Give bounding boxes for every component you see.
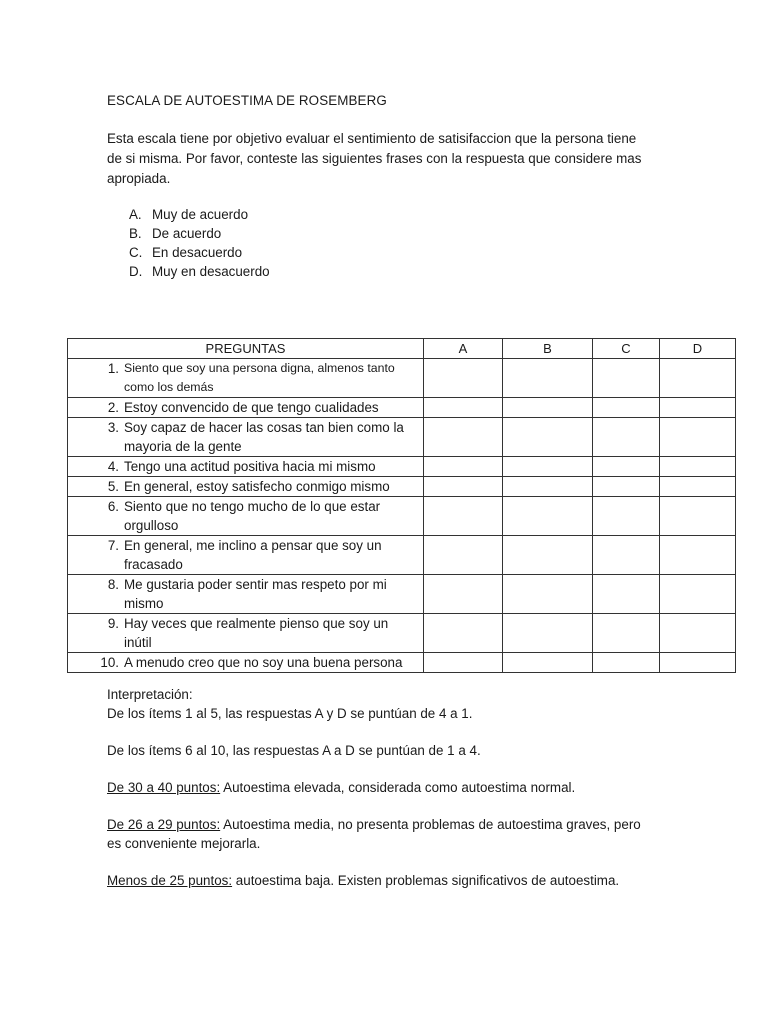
option-c (129, 243, 270, 262)
answer-cell-c[interactable] (593, 536, 660, 575)
table-row (68, 359, 736, 398)
question-number: 4. (107, 459, 119, 474)
range-medium-label: De 26 a 29 puntos: (107, 817, 221, 832)
header-c: C (593, 339, 660, 359)
option-letter: B. (129, 226, 142, 241)
page-title: ESCALA DE AUTOESTIMA DE ROSEMBERG (107, 93, 387, 108)
option-label: De acuerdo (152, 226, 222, 241)
question-text: Estoy convencido de que tengo cualidades (124, 400, 379, 415)
answer-cell-c[interactable] (593, 359, 660, 398)
header-b: B (503, 339, 593, 359)
answer-cell-c[interactable] (593, 575, 660, 614)
question-cell (68, 477, 424, 497)
scoring-rule-2: De los ítems 6 al 10, las respuestas A a D se puntúan de 1 a 4. (107, 743, 481, 758)
answer-cell-a[interactable] (424, 398, 503, 418)
question-text: A menudo creo que no soy una buena persona (124, 655, 403, 670)
answer-cell-c[interactable] (593, 477, 660, 497)
answer-cell-b[interactable] (503, 497, 593, 536)
answer-cell-b[interactable] (503, 536, 593, 575)
question-text: Tengo una actitud positiva hacia mi mismo (124, 459, 376, 474)
table-row (68, 653, 736, 673)
answer-cell-c[interactable] (593, 457, 660, 477)
answer-cell-b[interactable] (503, 457, 593, 477)
answer-cell-c[interactable] (593, 418, 660, 457)
question-cell (68, 359, 424, 398)
answer-cell-d[interactable] (660, 418, 736, 457)
answer-cell-c[interactable] (593, 398, 660, 418)
range-medium-text: Autoestima media, no presenta problemas de autoestima graves, pero (220, 817, 641, 832)
table-row (68, 477, 736, 497)
answer-cell-a[interactable] (424, 457, 503, 477)
answer-cell-d[interactable] (660, 477, 736, 497)
question-text: Siento que soy una persona digna, almenos tanto como los demás (124, 361, 395, 394)
range-high-text: Autoestima elevada, considerada como autoestima normal. (220, 780, 576, 795)
answer-cell-d[interactable] (660, 457, 736, 477)
option-label: En desacuerdo (152, 245, 243, 260)
answer-cell-a[interactable] (424, 614, 503, 653)
answer-cell-a[interactable] (424, 536, 503, 575)
table-header-row (68, 339, 736, 359)
answer-cell-b[interactable] (503, 398, 593, 418)
answer-cell-a[interactable] (424, 653, 503, 673)
intro-line: apropiada. (107, 171, 171, 186)
answer-options-list (129, 205, 270, 281)
answer-cell-d[interactable] (660, 497, 736, 536)
interpretation-heading: Interpretación: (107, 687, 193, 702)
range-medium (107, 815, 687, 834)
range-low-label: Menos de 25 puntos: (107, 873, 233, 888)
question-number: 8. (107, 577, 119, 592)
header-preguntas: PREGUNTAS (68, 339, 424, 359)
answer-cell-c[interactable] (593, 614, 660, 653)
answer-cell-d[interactable] (660, 653, 736, 673)
header-a: A (424, 339, 503, 359)
option-letter: A. (129, 207, 142, 222)
option-a (129, 205, 270, 224)
question-number: 6. (107, 499, 119, 514)
questions-table (67, 338, 736, 673)
answer-cell-a[interactable] (424, 497, 503, 536)
question-text: Soy capaz de hacer las cosas tan bien como la mayoria de la gente (124, 420, 404, 454)
question-number: 5. (107, 479, 119, 494)
answer-cell-d[interactable] (660, 359, 736, 398)
answer-cell-a[interactable] (424, 575, 503, 614)
question-cell (68, 536, 424, 575)
question-text: Siento que no tengo mucho de lo que estar orgulloso (124, 499, 381, 533)
range-low-text: autoestima baja. Existen problemas significativos de autoestima. (232, 873, 620, 888)
answer-cell-b[interactable] (503, 653, 593, 673)
intro-line: Esta escala tiene por objetivo evaluar el sentimiento de satisifaccion que la persona tiene (107, 131, 637, 146)
answer-cell-a[interactable] (424, 477, 503, 497)
interpretation-section (107, 685, 687, 890)
question-number: 3. (107, 420, 119, 435)
answer-cell-b[interactable] (503, 477, 593, 497)
intro-line: de si misma. Por favor, conteste las siguientes frases con la respuesta que considere mas (107, 151, 642, 166)
answer-cell-a[interactable] (424, 359, 503, 398)
answer-cell-d[interactable] (660, 575, 736, 614)
option-letter: D. (129, 264, 143, 279)
table-row (68, 497, 736, 536)
question-text: Hay veces que realmente pienso que soy un inútil (124, 616, 389, 650)
table-row (68, 457, 736, 477)
range-medium-continuation: es conveniente mejorarla. (107, 836, 261, 851)
answer-cell-b[interactable] (503, 418, 593, 457)
table-row (68, 536, 736, 575)
question-text: En general, estoy satisfecho conmigo mismo (124, 479, 390, 494)
question-text: Me gustaria poder sentir mas respeto por mi mismo (124, 577, 387, 611)
range-low (107, 871, 687, 890)
question-text: En general, me inclino a pensar que soy un fracasado (124, 538, 382, 572)
answer-cell-b[interactable] (503, 575, 593, 614)
option-label: Muy de acuerdo (152, 207, 249, 222)
question-number: 2. (107, 400, 119, 415)
question-number: 7. (107, 538, 119, 553)
option-label: Muy en desacuerdo (152, 264, 270, 279)
answer-cell-c[interactable] (593, 653, 660, 673)
question-number: 9. (107, 616, 119, 631)
question-cell (68, 497, 424, 536)
answer-cell-d[interactable] (660, 536, 736, 575)
question-number: 10. (100, 655, 119, 670)
question-cell (68, 418, 424, 457)
answer-cell-a[interactable] (424, 418, 503, 457)
option-letter: C. (129, 245, 143, 260)
answer-cell-c[interactable] (593, 497, 660, 536)
header-d: D (660, 339, 736, 359)
table-row (68, 614, 736, 653)
answer-cell-d[interactable] (660, 614, 736, 653)
table-row (68, 575, 736, 614)
option-d (129, 262, 270, 281)
question-cell (68, 614, 424, 653)
range-high (107, 778, 687, 797)
table-row (68, 418, 736, 457)
question-cell (68, 457, 424, 477)
answer-cell-d[interactable] (660, 398, 736, 418)
intro-paragraph (107, 129, 667, 189)
range-high-label: De 30 a 40 puntos: (107, 780, 221, 795)
question-cell (68, 653, 424, 673)
scoring-rule-1: De los ítems 1 al 5, las respuestas A y D se puntúan de 4 a 1. (107, 706, 473, 721)
question-cell (68, 398, 424, 418)
option-b (129, 224, 270, 243)
question-cell (68, 575, 424, 614)
table-row (68, 398, 736, 418)
answer-cell-b[interactable] (503, 359, 593, 398)
answer-cell-b[interactable] (503, 614, 593, 653)
question-number: 1. (107, 361, 119, 376)
